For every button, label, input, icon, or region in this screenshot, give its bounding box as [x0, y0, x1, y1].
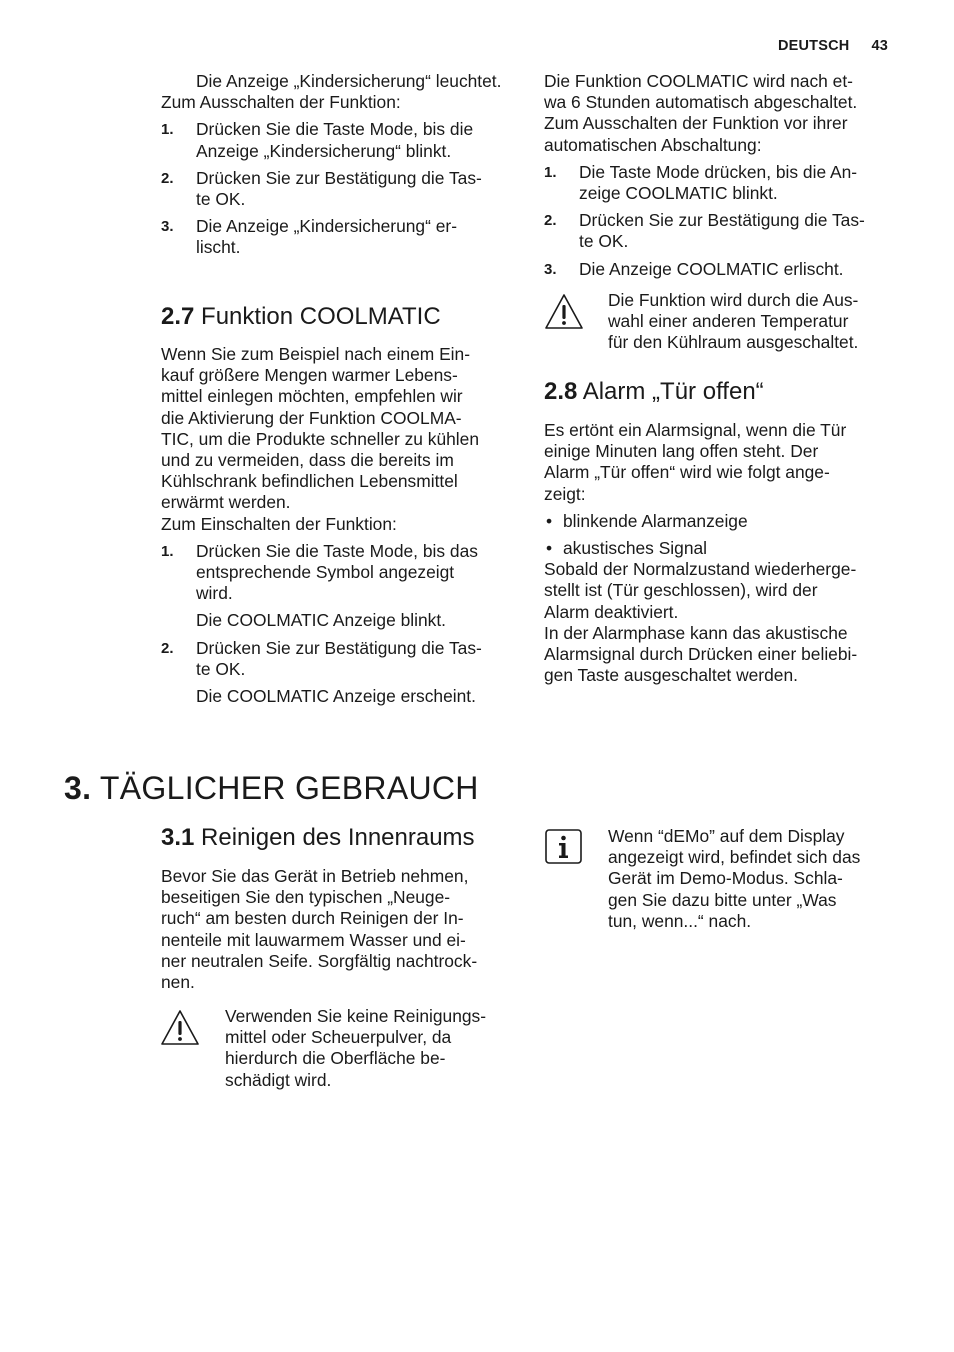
auto-off-step-2: [544, 210, 904, 252]
coolmatic-para: [161, 344, 521, 514]
para-line: stellt ist (Tür geschlossen), wird der: [544, 580, 818, 601]
para-line: Alarm „Tür offen“ wird wie folgt ange-: [544, 462, 830, 483]
note-line: Gerät im Demo-Modus. Schla-: [608, 868, 843, 889]
section-title: Alarm „Tür offen“: [582, 378, 764, 405]
step-line: Drücken Sie zur Bestätigung die Tas-: [196, 167, 482, 188]
step-number: 2.: [161, 639, 174, 657]
section-2-7-heading: [161, 302, 441, 332]
auto-off-para: [544, 71, 904, 156]
left-top-block: [161, 71, 521, 259]
note-line: angezeigt wird, befindet sich das: [608, 847, 861, 868]
warning-line: hierdurch die Oberfläche be-: [225, 1048, 446, 1069]
step-number: 3.: [544, 260, 557, 278]
para-line: einige Minuten lang offen steht. Der: [544, 441, 819, 462]
page-header: [778, 38, 888, 54]
section-title: Funktion COOLMATIC: [201, 303, 441, 330]
para-line: In der Alarmphase kann das akustische: [544, 622, 848, 643]
step-line: zeige COOLMATIC blinkt.: [579, 183, 778, 204]
right-top-block: [544, 71, 904, 280]
warning-line: schädigt wird.: [225, 1069, 332, 1090]
section-number: 3.1: [161, 824, 195, 851]
warning-line: wahl einer anderen Temperatur: [608, 311, 849, 332]
warning-line: Verwenden Sie keine Reinigungs-: [225, 1006, 487, 1026]
bullet-mark: •: [546, 510, 553, 531]
step-number: 2.: [161, 169, 174, 187]
step-number: 2.: [544, 212, 557, 230]
demo-mode-note: [608, 826, 908, 932]
section-3-1-heading: [161, 823, 475, 853]
step-line: Die Anzeige „Kindersicherung“ er-: [196, 216, 457, 237]
auto-off-step-1: [544, 162, 904, 204]
para-line: Alarmsignal durch Drücken einer beliebi-: [544, 644, 858, 665]
para-line: Wenn Sie zum Beispiel nach einem Ein-: [161, 344, 470, 364]
para-line: Kühlschrank befindlichen Lebensmittel: [161, 471, 458, 492]
on-step-1-note: Die COOLMATIC Anzeige blinkt.: [196, 610, 446, 631]
on-step-2: [161, 638, 521, 680]
step-line: wird.: [196, 583, 233, 604]
para-line: Sobald der Normalzustand wiederherge-: [544, 559, 857, 580]
off-step-2: [161, 168, 521, 210]
step-line: te OK.: [196, 189, 246, 210]
step-number: 1.: [161, 121, 174, 139]
alarm-para-2: [544, 559, 904, 686]
para-line: beseitigen Sie den typischen „Neuge-: [161, 887, 451, 908]
warning-line: Die Funktion wird durch die Aus-: [608, 290, 859, 310]
step-line: Anzeige „Kindersicherung“ blinkt.: [196, 140, 452, 161]
step-line: lischt.: [196, 237, 241, 258]
section-2-8-body: [544, 420, 904, 686]
warning-triangle-icon: [160, 1008, 200, 1053]
section-2-8-heading: [544, 377, 764, 407]
bullet-mark: •: [546, 538, 553, 559]
para-line: Zum Ausschalten der Funktion vor ihrer: [544, 113, 848, 134]
on-intro: Zum Einschalten der Funktion:: [161, 513, 397, 534]
note-line: tun, wenn...“ nach.: [608, 910, 752, 931]
on-step-2-note: Die COOLMATIC Anzeige erscheint.: [196, 686, 476, 707]
para-line: mittel einlegen möchten, empfehlen wir: [161, 386, 463, 407]
step-line: te OK.: [579, 231, 629, 252]
para-line: TIC, um die Produkte schneller zu kühlen: [161, 428, 480, 449]
para-line: Es ertönt ein Alarmsignal, wenn die Tür: [544, 420, 847, 440]
section-title: Reinigen des Innenraums: [201, 824, 475, 851]
bullet-item: [544, 538, 904, 559]
para-line: gen Taste ausgeschaltet werden.: [544, 665, 798, 686]
para-line: die Aktivierung der Funktion COOLMA-: [161, 407, 462, 428]
para-line: Bevor Sie das Gerät in Betrieb nehmen,: [161, 866, 469, 886]
alarm-para: [544, 420, 904, 505]
warning-line: für den Kühlraum ausgeschaltet.: [608, 332, 859, 353]
off-step-3: [161, 216, 521, 258]
chapter-title: TÄGLICHER GEBRAUCH: [99, 770, 479, 806]
bullet-text: blinkende Alarmanzeige: [563, 510, 748, 531]
para-line: Alarm deaktiviert.: [544, 601, 679, 622]
para-line: wa 6 Stunden automatisch abgeschaltet.: [544, 92, 858, 113]
step-line: te OK.: [196, 658, 246, 679]
para-line: ner neutralen Seife. Sorgfältig nachtrock-: [161, 950, 478, 971]
step-line: Die Anzeige COOLMATIC erlischt.: [579, 258, 844, 279]
step-line: Drücken Sie zur Bestätigung die Tas-: [196, 637, 482, 658]
note-line: Die Anzeige „Kindersicherung“ leuchtet.: [196, 71, 502, 91]
section-number: 2.7: [161, 303, 195, 330]
bullet-item: [544, 511, 904, 532]
step-number: 1.: [544, 163, 557, 181]
warning-triangle-icon-svg: [160, 1008, 200, 1048]
step-number: 1.: [161, 542, 174, 560]
section-number: 2.8: [544, 378, 578, 405]
section-2-7-body: [161, 344, 521, 707]
para-line: Die Funktion COOLMATIC wird nach et-: [544, 71, 853, 91]
step-line: entsprechende Symbol angezeigt: [196, 562, 455, 583]
para-line: nen.: [161, 972, 195, 993]
step-number: 3.: [161, 218, 174, 236]
on-step-1: [161, 541, 521, 605]
para-line: nenteile mit lauwarmem Wasser und ei-: [161, 929, 466, 950]
warning-triangle-icon: [544, 292, 584, 337]
bullet-text: akustisches Signal: [563, 538, 708, 559]
kindersicherung-note: [161, 71, 521, 92]
off-step-1: [161, 119, 521, 161]
para-line: automatischen Abschaltung:: [544, 134, 762, 155]
note-line: gen Sie dazu bitte unter „Was: [608, 889, 837, 910]
note-line: Wenn “dEMo” auf dem Display: [608, 826, 845, 846]
chapter-3-heading: [64, 768, 479, 808]
header-language: DEUTSCH: [777, 38, 850, 54]
auto-off-step-3: [544, 259, 904, 280]
coolmatic-warning-text: [608, 290, 908, 354]
info-icon-svg: [544, 828, 584, 868]
info-icon: [544, 828, 584, 873]
warning-line: mittel oder Scheuerpulver, da: [225, 1027, 452, 1048]
cleaning-warning-text: [225, 1006, 525, 1091]
page-number: 43: [871, 38, 888, 54]
off-intro: Zum Ausschalten der Funktion:: [161, 92, 401, 113]
step-line: Drücken Sie die Taste Mode, bis die: [196, 119, 474, 140]
para-line: zeigt:: [544, 483, 586, 504]
step-line: Die Taste Mode drücken, bis die An-: [579, 161, 858, 182]
step-line: Drücken Sie die Taste Mode, bis das: [196, 540, 478, 561]
chapter-number: 3.: [64, 770, 92, 806]
para-line: erwärmt werden.: [161, 492, 291, 513]
section-3-1-body: [161, 866, 521, 993]
step-line: Drücken Sie zur Bestätigung die Tas-: [579, 210, 865, 231]
warning-triangle-icon-svg: [544, 292, 584, 332]
para-line: kauf größere Mengen warmer Lebens-: [161, 365, 458, 386]
para-line: und zu vermeiden, dass die bereits im: [161, 450, 454, 471]
para-line: ruch“ am besten durch Reinigen der In-: [161, 908, 464, 929]
